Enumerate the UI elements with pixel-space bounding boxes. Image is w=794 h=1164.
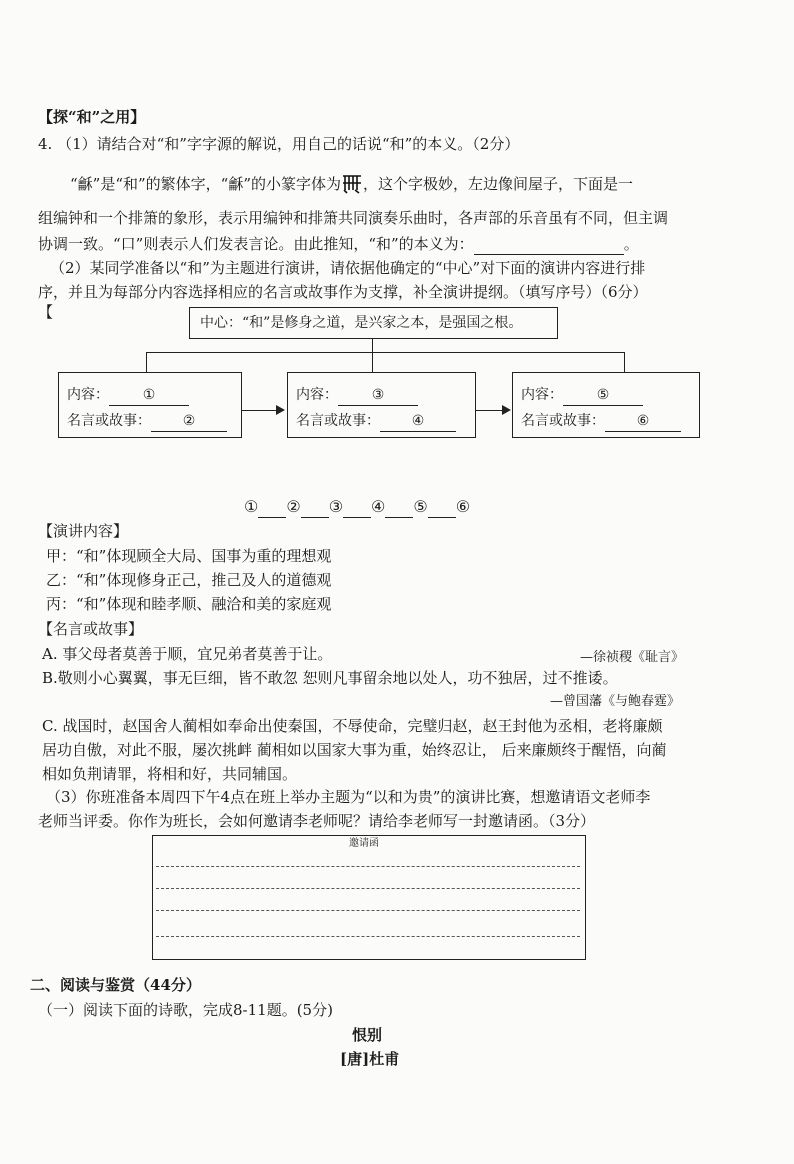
- speech-item-bing: 丙：“和”体现和睦孝顺、融洽和美的家庭观: [46, 595, 332, 613]
- seal-script-he-icon: [341, 172, 363, 194]
- connector-middle: [372, 352, 373, 372]
- content-row-1: 内容： ①: [67, 385, 189, 406]
- poem-title: 恨别: [352, 1026, 383, 1044]
- paragraph-line-2: 组编钟和一个排箫的象形，表示用编钟和排箫共同演奏乐曲时，各声部的乐音虽有不同，但主调: [38, 209, 669, 227]
- blank-3[interactable]: ③: [338, 385, 418, 406]
- section-2-heading: 二、阅读与鉴赏（44分）: [30, 976, 201, 994]
- story-c-line-2: 居功自傲，对此不服，屡次挑衅 蔺相如以国家大事为重，始终忍让， 后来廉颇终于醒悟，向蔺: [42, 741, 667, 759]
- content-row-3: 内容： ⑤: [521, 385, 643, 406]
- paragraph-text-c: 协调一致。“口”则表示人们发表言论。由此推知，“和”的本义为：: [38, 235, 474, 253]
- quote-row-3: 名言或故事： ⑥: [521, 411, 681, 432]
- sequence-blank-3[interactable]: [343, 497, 371, 518]
- blank-4[interactable]: ④: [380, 411, 456, 432]
- content-row-2: 内容： ③: [296, 385, 418, 406]
- paragraph-line-1: [70, 172, 633, 194]
- sequence-blank-2[interactable]: [301, 497, 329, 518]
- answer-blank-meaning[interactable]: [474, 234, 624, 255]
- letter-line-4: [156, 936, 580, 937]
- quote-b: B.敬则小心翼翼，事无巨细，皆不敢忽 恕则凡事留余地以处人，功不独居，过不推诿。: [42, 669, 618, 687]
- sequence-blank-4[interactable]: [385, 497, 413, 518]
- arrow-1-line: [242, 410, 278, 411]
- question-4-3-line-1: （3）你班准备本周四下午4点在班上举办主题为“以和为贵”的演讲比赛，想邀请语文老师李: [46, 788, 651, 806]
- arrow-2-line: [476, 410, 504, 411]
- outline-box-3: [512, 372, 700, 438]
- letter-line-1: [156, 866, 580, 867]
- speech-item-jia: 甲：“和”体现顾全大局、国事为重的理想观: [46, 547, 332, 565]
- question-4-2-line-1: （2）某同学准备以“和”为主题进行演讲，请依据他确定的“中心”对下面的演讲内容进行排: [50, 259, 646, 277]
- speech-heading: 【演讲内容】: [38, 522, 129, 540]
- speech-item-yi: 乙：“和”体现修身正己，推己及人的道德观: [46, 571, 332, 589]
- connector-left: [146, 352, 147, 372]
- question-4-3-line-2: 老师当评委。你作为班长，会如何邀请李老师呢？请给李老师写一封邀请函。（3分）: [38, 812, 596, 830]
- arrow-2-head-icon: [502, 405, 511, 415]
- outline-box-1: [58, 372, 242, 438]
- paragraph-text-a: “龢”是“和”的繁体字，“龢”的小篆字体为: [70, 175, 342, 193]
- answer-sequence: ① ② ③ ④ ⑤ ⑥: [244, 497, 471, 516]
- question-4-2-line-2: 序，并且为每部分内容选择相应的名言或故事作为支撑，补全演讲提纲。（填写序号）（6分）: [38, 283, 648, 301]
- quote-b-source: —曾国藩《与鲍春霆》: [550, 694, 681, 709]
- blank-5[interactable]: ⑤: [563, 385, 643, 406]
- sequence-blank-5[interactable]: [428, 497, 456, 518]
- story-c-line-3: 相如负荆请罪，将相和好，共同辅国。: [42, 765, 298, 783]
- paragraph-line-3: 协调一致。“口”则表示人们发表言论。由此推知，“和”的本义为： 。: [38, 235, 639, 253]
- quote-row-1: 名言或故事： ②: [67, 411, 227, 432]
- quote-a: A. 事父母者莫善于顺，宜兄弟者莫善于让。: [42, 645, 333, 663]
- blank-2[interactable]: ②: [151, 411, 227, 432]
- blank-1[interactable]: ①: [109, 385, 189, 406]
- letter-line-3: [156, 910, 580, 911]
- quote-a-source: —徐祯稷《耻言》: [580, 650, 685, 665]
- story-c-line-1: C. 战国时，赵国舍人蔺相如奉命出使秦国，不辱使命，完璧归赵，赵王封他为丞相，老将廉颇: [42, 717, 663, 735]
- blank-6[interactable]: ⑥: [605, 411, 681, 432]
- paragraph-text-b: ，这个字极妙，左边像间屋子，下面是一: [363, 175, 634, 193]
- quotes-heading: 【名言或故事】: [38, 620, 144, 638]
- arrow-1-head-icon: [276, 405, 285, 415]
- section-heading: 【探“和”之用】: [38, 108, 146, 126]
- bracket-mark: 【: [38, 303, 54, 321]
- sequence-blank-1[interactable]: [258, 497, 286, 518]
- outline-box-2: [287, 372, 476, 438]
- connector-right: [624, 352, 625, 372]
- letter-line-2: [156, 888, 580, 889]
- invitation-letter-box[interactable]: [152, 835, 586, 960]
- section-2-sub: （一）阅读下面的诗歌，完成8-11题。(5分): [38, 1001, 333, 1019]
- connector-stem: [372, 339, 373, 353]
- center-text: 中心：“和”是修身之道，是兴家之本，是强国之根。: [200, 315, 523, 331]
- quote-row-2: 名言或故事： ④: [296, 411, 456, 432]
- connector-bar: [146, 352, 624, 353]
- center-box: [189, 307, 558, 339]
- poem-author: [唐]杜甫: [340, 1050, 400, 1068]
- letter-title: 邀请函: [349, 838, 379, 849]
- question-4-intro: 4. （1）请结合对“和”字字源的解说，用自己的话说“和”的本义。（2分）: [38, 135, 520, 153]
